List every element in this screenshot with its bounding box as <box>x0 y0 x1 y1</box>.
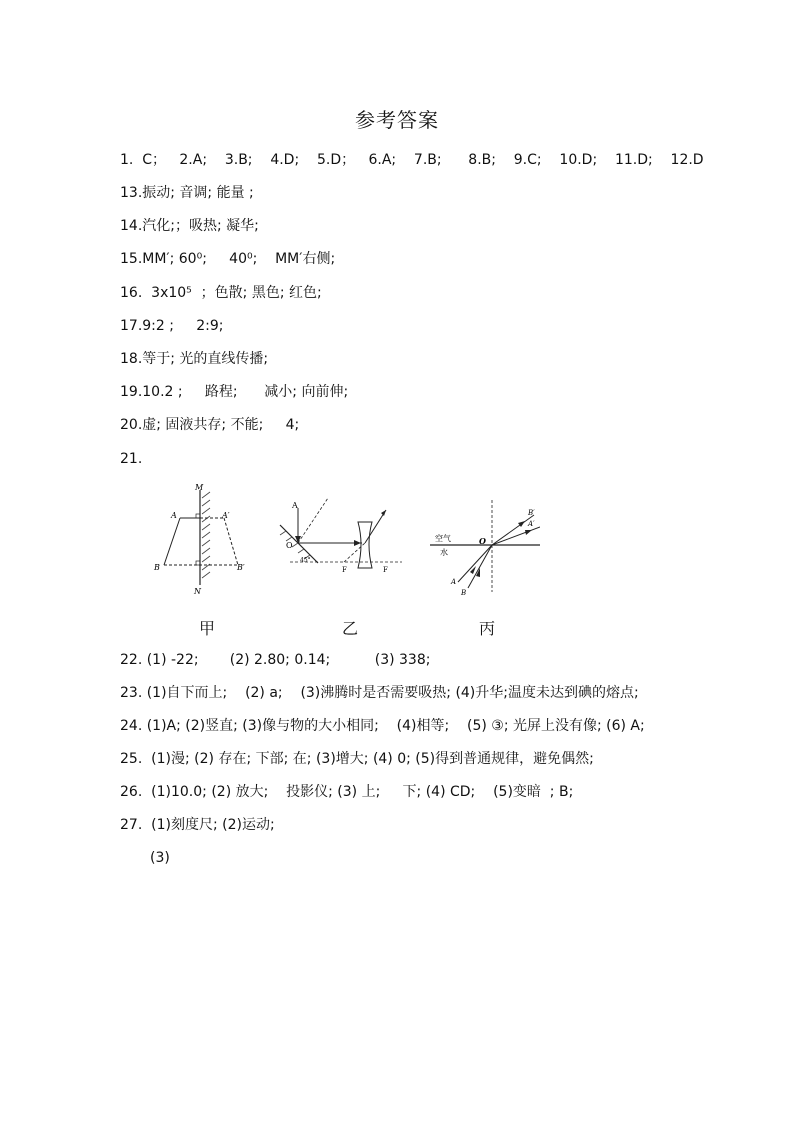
answer-line-13: 13.振动; 音调; 能量 ; <box>120 185 254 201</box>
figure-jia-mirror <box>153 483 245 596</box>
caption-jia: 甲 <box>199 619 216 638</box>
label-f-left: F <box>342 566 347 574</box>
answer-line-14: 14.汽化;；吸热; 凝华; <box>120 218 259 234</box>
answer-line-27-part3: (3) <box>150 850 170 866</box>
answer-line-18: 18.等于; 光的直线传播; <box>120 351 269 367</box>
label-air: 空气 <box>435 534 451 543</box>
label-a-prime: A′ <box>528 520 535 528</box>
label-b: B <box>461 589 467 597</box>
label-b: B <box>154 563 160 572</box>
label-angle: 45° <box>300 557 311 564</box>
answer-line-19: 19.10.2 ; 路程; 减小; 向前伸; <box>120 384 349 400</box>
label-m: M <box>195 483 204 492</box>
page-title: 参考答案 <box>355 108 439 132</box>
label-a-prime: A′ <box>222 511 230 520</box>
label-b-prime: B′ <box>237 563 245 572</box>
answer-line-20: 20.虚; 固液共存; 不能; 4; <box>120 417 300 433</box>
answer-line-27: 27. (1)刻度尺; (2)运动; <box>120 817 275 833</box>
answer-line-1-12: 1. C； 2.A; 3.B; 4.D; 5.D； 6.A; 7.B; 8.B; 9.C; 10.D; 11.D; 12.D <box>120 152 704 168</box>
caption-bing: 丙 <box>479 619 496 638</box>
label-b-prime: B′ <box>528 509 535 517</box>
label-a: A <box>292 501 298 510</box>
answer-line-22: 22. (1) -22; (2) 2.80; 0.14; (3) 338; <box>120 652 431 668</box>
label-f-right: F <box>383 566 388 574</box>
figure-yi-lens <box>280 498 402 574</box>
answer-line-21: 21. <box>120 451 143 467</box>
caption-yi: 乙 <box>342 619 359 638</box>
optics-figures <box>140 480 540 610</box>
answer-line-24: 24. (1)A; (2)竖直; (3)像与物的大小相同; (4)相等; (5) ③; 光屏上没有像; (6) A; <box>120 718 645 734</box>
answer-line-17: 17.9:2 ; 2:9; <box>120 318 224 334</box>
label-a: A <box>171 511 177 520</box>
label-a: A <box>451 578 457 586</box>
figure-bing-refraction <box>430 500 540 597</box>
answer-line-23: 23. (1)自下而上; (2) a; (3)沸腾时是否需要吸热; (4)升华;温度未达到碘的熔点; <box>120 685 639 701</box>
answer-line-16: 16. 3x10⁵ ；色散; 黑色; 红色; <box>120 285 322 301</box>
label-n: N <box>194 587 201 596</box>
label-o: O <box>286 541 293 550</box>
label-o: O <box>479 536 486 546</box>
answer-line-26: 26. (1)10.0; (2) 放大; 投影仪; (3) 上; 下; (4) CD; (5)变暗 ; B; <box>120 784 574 800</box>
answer-line-15: 15.MM′; 60⁰; 40⁰; MM′右侧; <box>120 251 336 267</box>
label-water: 水 <box>440 548 448 557</box>
answer-line-25: 25. (1)漫; (2) 存在; 下部; 在; (3)增大; (4) 0; (5)得到普通规律，避免偶然; <box>120 751 594 767</box>
